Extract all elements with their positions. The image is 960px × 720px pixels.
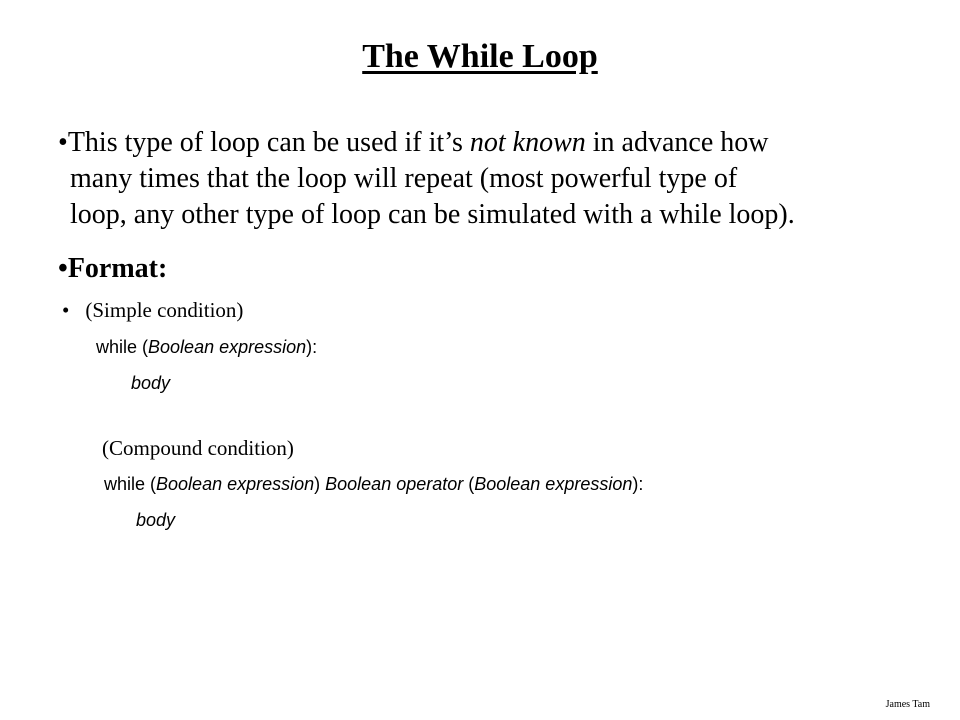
bullet-marker: • xyxy=(62,298,70,322)
bullet-marker: • xyxy=(58,127,68,158)
boolean-expression: Boolean expression xyxy=(148,337,307,357)
bullet-text-part2: in advance how xyxy=(585,127,769,158)
slide-title: The While Loop xyxy=(362,38,598,75)
compound-condition-label: (Compound condition) xyxy=(102,436,294,460)
bullet-text-part1: This type of loop can be used if it’s xyxy=(67,127,470,158)
paren-open: ( xyxy=(145,474,157,494)
bullet-text-line2: many times that the loop will repeat (most powerful type of xyxy=(70,163,738,194)
boolean-expression: Boolean expression xyxy=(156,474,315,494)
bullet-text-line3: loop, any other type of loop can be simulated with a while loop). xyxy=(70,199,795,230)
boolean-expression: Boolean expression xyxy=(474,474,633,494)
bullet-marker: • xyxy=(58,253,68,284)
keyword-while: while xyxy=(96,337,138,357)
bullet-format xyxy=(58,253,167,285)
keyword-while: while xyxy=(104,474,146,494)
paren-open: ( xyxy=(463,474,475,494)
compound-while-line xyxy=(104,474,643,495)
compound-body-line xyxy=(136,510,175,531)
simple-condition-label: (Simple condition) xyxy=(85,298,244,322)
bullet-simple-condition xyxy=(62,298,243,323)
simple-while-line xyxy=(96,337,317,358)
format-heading: Format: xyxy=(67,253,168,284)
paren-close: ) xyxy=(314,474,326,494)
paren-open: ( xyxy=(137,337,149,357)
boolean-operator: Boolean operator xyxy=(325,474,464,494)
body-text: body xyxy=(131,373,171,393)
bullet-description xyxy=(58,125,938,233)
body-text: body xyxy=(136,510,176,530)
paren-close: ): xyxy=(632,474,644,494)
bullet-text-emphasis: not known xyxy=(469,127,586,158)
author-signature: James Tam xyxy=(885,699,930,710)
paren-close: ): xyxy=(306,337,318,357)
simple-body-line xyxy=(131,373,170,394)
